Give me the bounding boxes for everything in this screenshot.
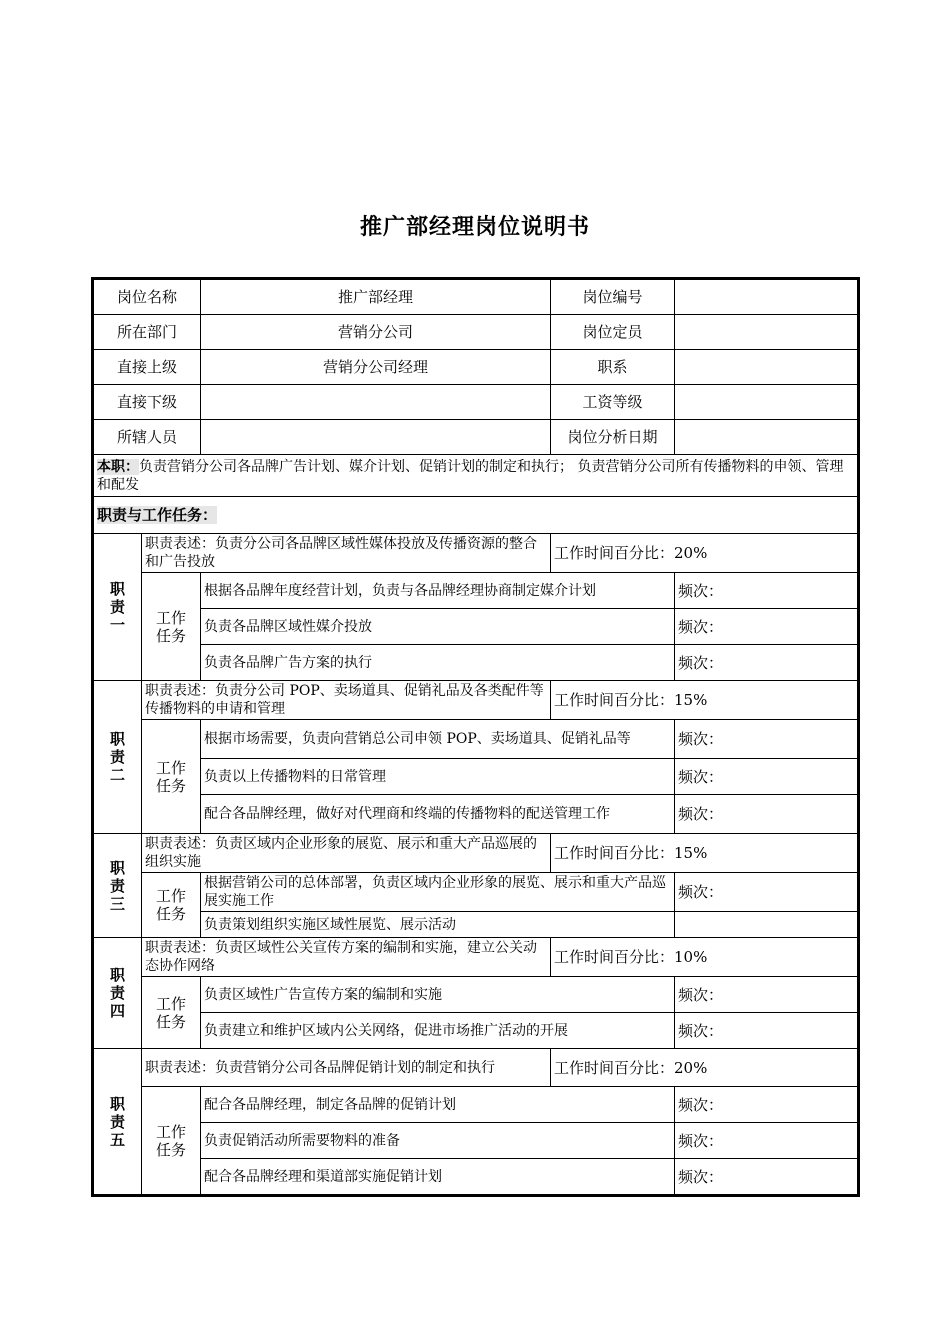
duty-2-task-row: [94, 759, 858, 795]
duty-5-desc-row: [94, 1049, 858, 1087]
duty-4-label: 职责四: [94, 938, 142, 1049]
duty-5-task-row: [94, 1159, 858, 1195]
duty-2-task-row: [94, 795, 858, 834]
duty-1-task-1-freq: 频次：: [675, 573, 858, 609]
duty-2-pct: 工作时间百分比：15%: [551, 681, 858, 720]
duty-1-task-2-freq: 频次：: [675, 609, 858, 645]
duty-1-task-row: [94, 609, 858, 645]
row-supervisor: [94, 350, 858, 385]
row-subordinate: [94, 385, 858, 420]
duty-2-task-3-freq: 频次：: [675, 795, 858, 834]
duty-4-task-row: [94, 977, 858, 1013]
duty-5-task-3-freq: 频次：: [675, 1159, 858, 1195]
duty-1-task-3-freq: 频次：: [675, 645, 858, 681]
duties-title-cell: [94, 497, 858, 534]
job-description-table: [93, 279, 858, 1195]
duty-3-task-2: 负责策划组织实施区域性展览、展示活动: [201, 912, 675, 938]
duty-1-desc: 职责表述：负责分公司各品牌区域性媒体投放及传播资源的整合和广告投放: [142, 534, 551, 573]
duty-2-task-label: 工作任务: [142, 720, 201, 834]
duty-5-task-label: 工作任务: [142, 1087, 201, 1195]
duty-4-desc: 职责表述：负责区域性公关宣传方案的编制和实施，建立公关动态协作网络: [142, 938, 551, 977]
label-salary-grade: 工资等级: [551, 385, 675, 420]
duty-5-pct: 工作时间百分比：20%: [551, 1049, 858, 1087]
duty-5-task-3: 配合各品牌经理和渠道部实施促销计划: [201, 1159, 675, 1195]
value-position-code: [675, 280, 858, 315]
value-position-name: 推广部经理: [201, 280, 551, 315]
duty-5-task-1-freq: 频次：: [675, 1087, 858, 1123]
duty-1-task-2: 负责各品牌区域性媒介投放: [201, 609, 675, 645]
label-subordinate: 直接下级: [94, 385, 201, 420]
duty-3-desc-row: [94, 834, 858, 873]
duty-3-task-label: 工作任务: [142, 873, 201, 938]
duty-5-task-2: 负责促销活动所需要物料的准备: [201, 1123, 675, 1159]
value-department: 营销分公司: [201, 315, 551, 350]
duty-5-task-1: 配合各品牌经理，制定各品牌的促销计划: [201, 1087, 675, 1123]
row-department: [94, 315, 858, 350]
duties-title: 职责与工作任务：: [97, 506, 218, 524]
label-department: 所在部门: [94, 315, 201, 350]
duty-1-task-1: 根据各品牌年度经营计划，负责与各品牌经理协商制定媒介计划: [201, 573, 675, 609]
duty-4-task-1: 负责区域性广告宣传方案的编制和实施: [201, 977, 675, 1013]
value-supervisor: 营销分公司经理: [201, 350, 551, 385]
duty-2-task-1: 根据市场需要，负责向营销总公司申领 POP、卖场道具、促销礼品等: [201, 720, 675, 759]
duty-2-task-2-freq: 频次：: [675, 759, 858, 795]
label-staff: 所辖人员: [94, 420, 201, 455]
duty-5-task-row: [94, 1087, 858, 1123]
duty-3-task-2-freq: [675, 912, 858, 938]
duty-1-task-row: [94, 573, 858, 609]
core-duty-cell: [94, 455, 858, 497]
duty-2-task-3: 配合各品牌经理，做好对代理商和终端的传播物料的配送管理工作: [201, 795, 675, 834]
duty-3-label: 职责三: [94, 834, 142, 938]
duty-4-task-row: [94, 1013, 858, 1049]
duty-4-task-1-freq: 频次：: [675, 977, 858, 1013]
duty-1-label: 职责一: [94, 534, 142, 681]
duty-4-task-2: 负责建立和维护区域内公关网络，促进市场推广活动的开展: [201, 1013, 675, 1049]
duty-1-pct: 工作时间百分比：20%: [551, 534, 858, 573]
value-job-family: [675, 350, 858, 385]
duty-1-task-3: 负责各品牌广告方案的执行: [201, 645, 675, 681]
row-core-duty: [94, 455, 858, 497]
value-staff: [201, 420, 551, 455]
label-position-name: 岗位名称: [94, 280, 201, 315]
duty-5-label: 职责五: [94, 1049, 142, 1195]
core-duty-label: 本职：: [97, 458, 139, 475]
duty-3-task-1: 根据营销公司的总体部署，负责区域内企业形象的展览、展示和重大产品巡展实施工作: [201, 873, 675, 912]
label-headcount: 岗位定员: [551, 315, 675, 350]
duty-3-pct: 工作时间百分比：15%: [551, 834, 858, 873]
duty-3-task-1-freq: 频次：: [675, 873, 858, 912]
page-title: 推广部经理岗位说明书: [359, 215, 590, 240]
duty-4-task-2-freq: 频次：: [675, 1013, 858, 1049]
duty-5-task-2-freq: 频次：: [675, 1123, 858, 1159]
duty-2-task-row: [94, 720, 858, 759]
duty-4-desc-row: [94, 938, 858, 977]
duty-4-task-label: 工作任务: [142, 977, 201, 1049]
row-staff: [94, 420, 858, 455]
duty-2-task-2: 负责以上传播物料的日常管理: [201, 759, 675, 795]
label-supervisor: 直接上级: [94, 350, 201, 385]
duty-5-desc: 职责表述：负责营销分公司各品牌促销计划的制定和执行: [142, 1049, 551, 1087]
label-job-family: 职系: [551, 350, 675, 385]
duty-3-task-row: [94, 873, 858, 912]
row-position-name: [94, 280, 858, 315]
label-analysis-date: 岗位分析日期: [551, 420, 675, 455]
duty-1-task-row: [94, 645, 858, 681]
duty-2-label: 职责二: [94, 681, 142, 834]
label-position-code: 岗位编号: [551, 280, 675, 315]
value-analysis-date: [675, 420, 858, 455]
duty-1-task-label: 工作任务: [142, 573, 201, 681]
duty-4-pct: 工作时间百分比：10%: [551, 938, 858, 977]
duty-3-desc: 职责表述：负责区域内企业形象的展览、展示和重大产品巡展的组织实施: [142, 834, 551, 873]
duty-2-desc-row: [94, 681, 858, 720]
value-subordinate: [201, 385, 551, 420]
value-headcount: [675, 315, 858, 350]
duty-1-desc-row: [94, 534, 858, 573]
duty-2-task-1-freq: 频次：: [675, 720, 858, 759]
duty-2-desc: 职责表述：负责分公司 POP、卖场道具、促销礼品及各类配件等传播物料的申请和管理: [142, 681, 551, 720]
value-salary-grade: [675, 385, 858, 420]
core-duty-text: 负责营销分公司各品牌广告计划、媒介计划、促销计划的制定和执行； 负责营销分公司所有传播物料的申领、管理和配发: [97, 458, 844, 493]
row-duties-title: [94, 497, 858, 534]
duty-3-task-row: [94, 912, 858, 938]
duty-5-task-row: [94, 1123, 858, 1159]
